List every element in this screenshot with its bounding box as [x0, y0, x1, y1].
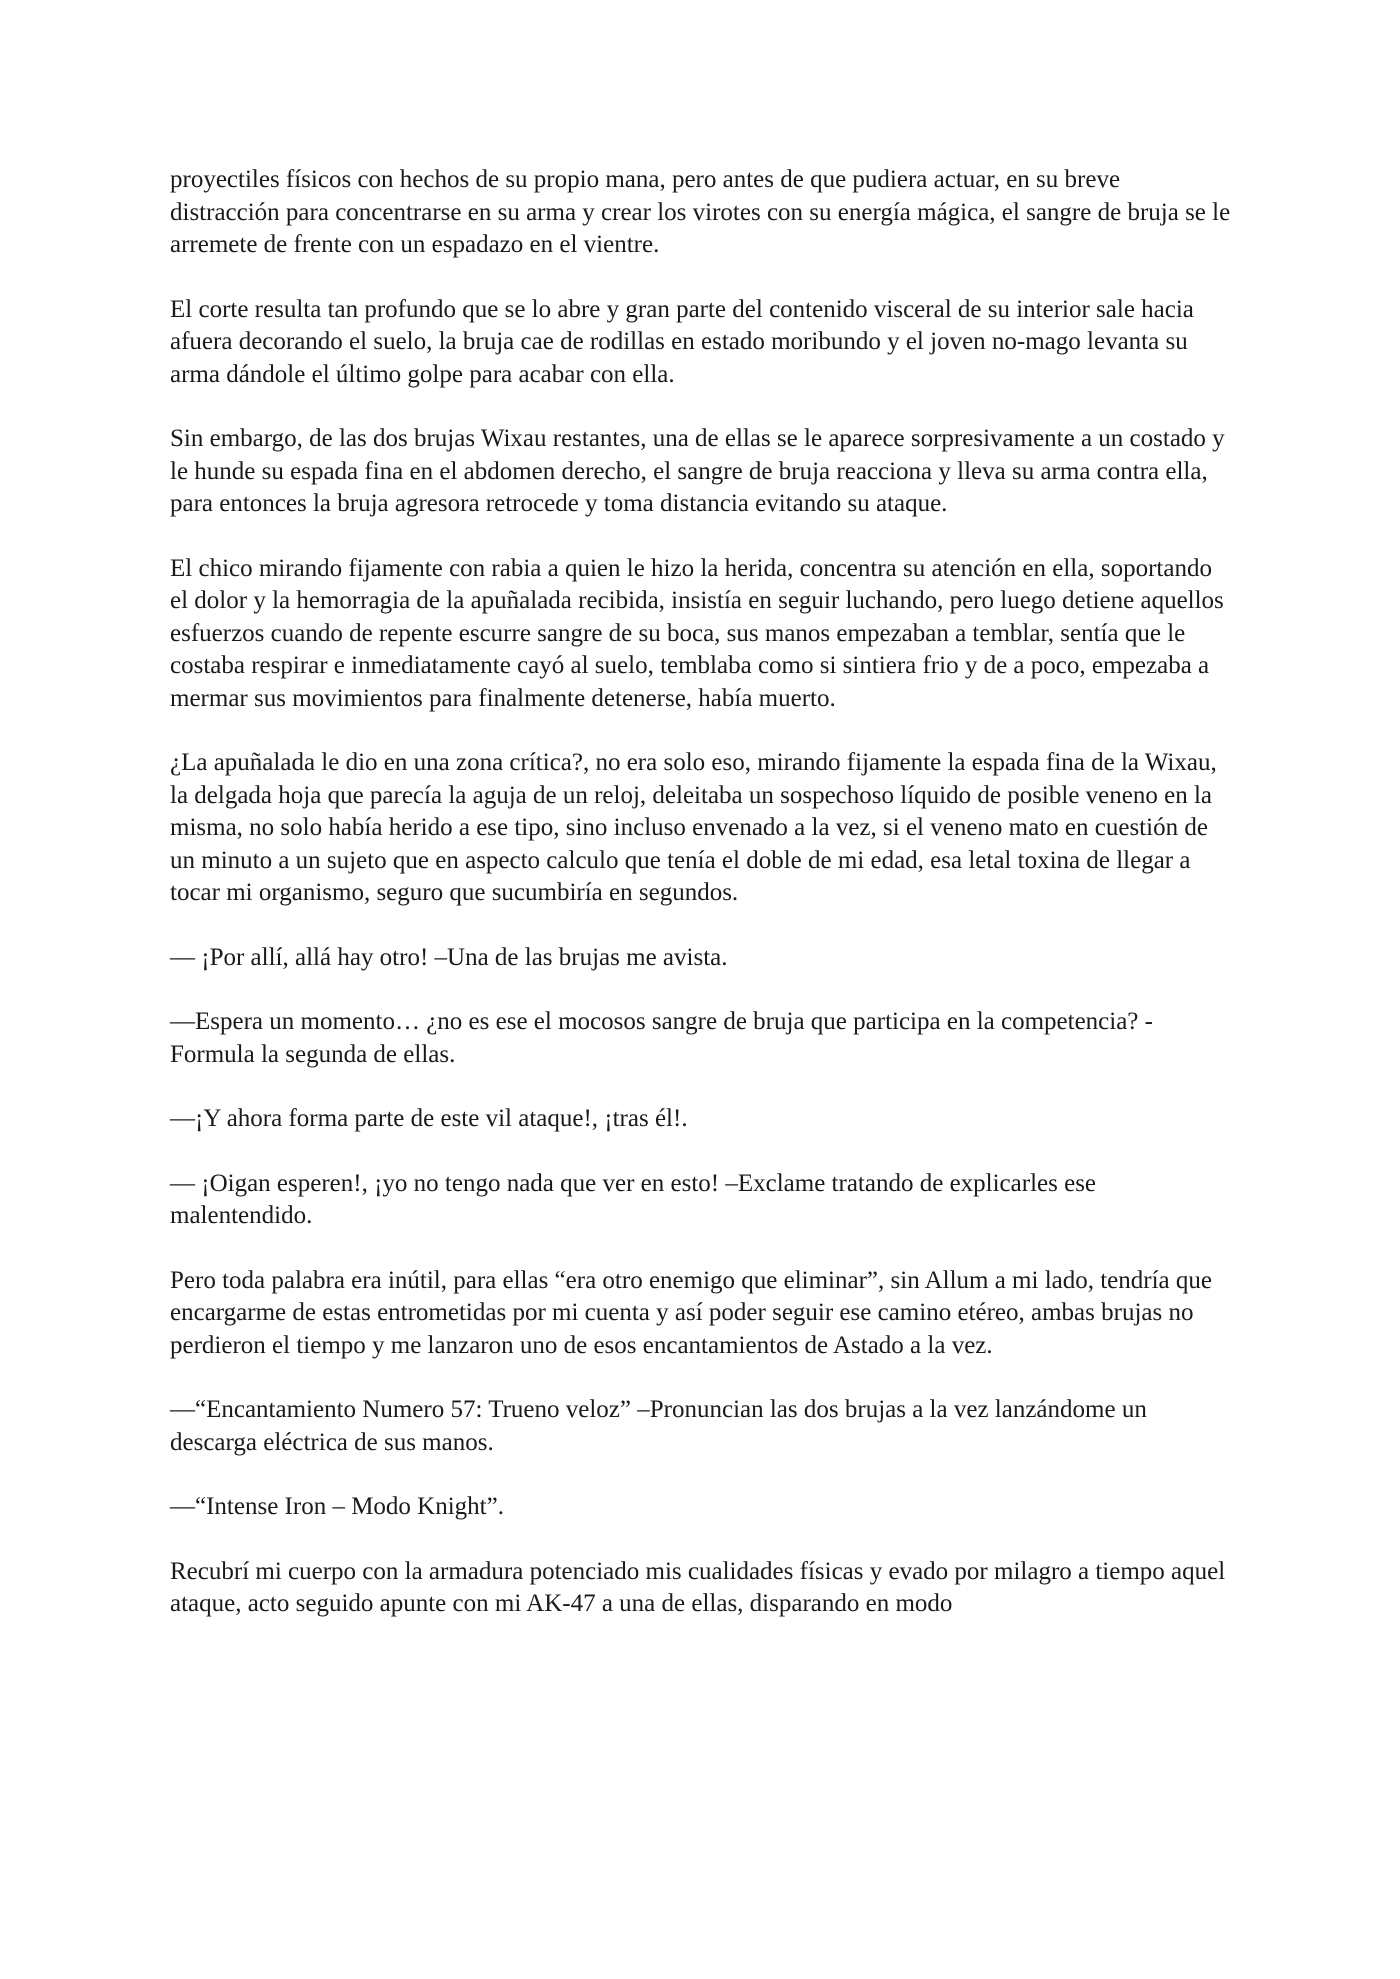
dialogue-line-4: — ¡Oigan esperen!, ¡yo no tengo nada que ver en esto! –Exclame tratando de explicarles ese malentendido.: [170, 1169, 1097, 1229]
dialogue-line-2: —Espera un momento… ¿no es ese el mocosos sangre de bruja que participa en la competencia? -Formula la segunda de ellas.: [170, 1008, 1153, 1068]
paragraph-5: ¿La apuñalada le dio en una zona crítica?, no era solo eso, mirando fijamente la espada fina de la Wixau, la delgada hoja que parecía la aguja de un reloj, deleitaba un sospechoso líquido de posible veneno en la misma, no solo había herido a ese tipo, sino incluso envenado a la vez, si el veneno mato en cuestión de un minuto a un sujeto que en aspecto calculo que tenía el doble de mi edad, esa letal toxina de llegar a tocar mi organismo, seguro que sucumbiría en segundos.: [170, 749, 1217, 906]
dialogue-line-1: — ¡Por allí, allá hay otro! –Una de las brujas me avista.: [170, 943, 728, 971]
dialogue-line-6: —“Intense Iron – Modo Knight”.: [170, 1493, 504, 1520]
paragraph-6: Pero toda palabra era inútil, para ellas “era otro enemigo que eliminar”, sin Allum a mi lado, tendría que encargarme de estas entrometidas por mi cuenta y así poder seguir ese camino etéreo, ambas brujas no perdieron el tiempo y me lanzaron uno de esos encantamientos de Astado a la vez.: [170, 1266, 1212, 1359]
document-body: [170, 164, 1232, 1653]
paragraph-4: El chico mirando fijamente con rabia a quien le hizo la herida, concentra su atención en ella, soportando el dolor y la hemorragia de la apuñalada recibida, insistía en seguir luchando, pero luego detiene aquellos esfuerzos cuando de repente escurre sangre de su boca, sus manos empezaban a temblar, sentía que le costaba respirar e inmediatamente cayó al suelo, temblaba como si sintiera frio y de a poco, empezaba a mermar sus movimientos para finalmente detenerse, había muerto.: [170, 554, 1224, 712]
paragraph-3: Sin embargo, de las dos brujas Wixau restantes, una de ellas se le aparece sorpresivamente a un costado y le hunde su espada fina en el abdomen derecho, el sangre de bruja reacciona y lleva su arma contra ella, para entonces la bruja agresora retrocede y toma distancia evitando su ataque.: [170, 425, 1225, 517]
paragraph-2: El corte resulta tan profundo que se lo abre y gran parte del contenido visceral de su interior sale hacia afuera decorando el suelo, la bruja cae de rodillas en estado moribundo y el joven no-mago levanta su arma dándole el último golpe para acabar con ella.: [170, 295, 1194, 388]
dialogue-line-5: —“Encantamiento Numero 57: Trueno veloz” –Pronuncian las dos brujas a la vez lanzándome un descarga eléctrica de sus manos.: [170, 1396, 1147, 1456]
paragraph-7: Recubrí mi cuerpo con la armadura potenciado mis cualidades físicas y evado por milagro a tiempo aquel ataque, acto seguido apunte con mi AK-47 a una de ellas, disparando en modo: [170, 1557, 1226, 1617]
dialogue-line-3: —¡Y ahora forma parte de este vil ataque!, ¡tras él!.: [170, 1105, 688, 1132]
paragraph-1: proyectiles físicos con hechos de su propio mana, pero antes de que pudiera actuar, en su breve distracción para concentrarse en su arma y crear los virotes con su energía mágica, el sangre de bruja se le arremete de frente con un espadazo en el vientre.: [170, 166, 1231, 258]
